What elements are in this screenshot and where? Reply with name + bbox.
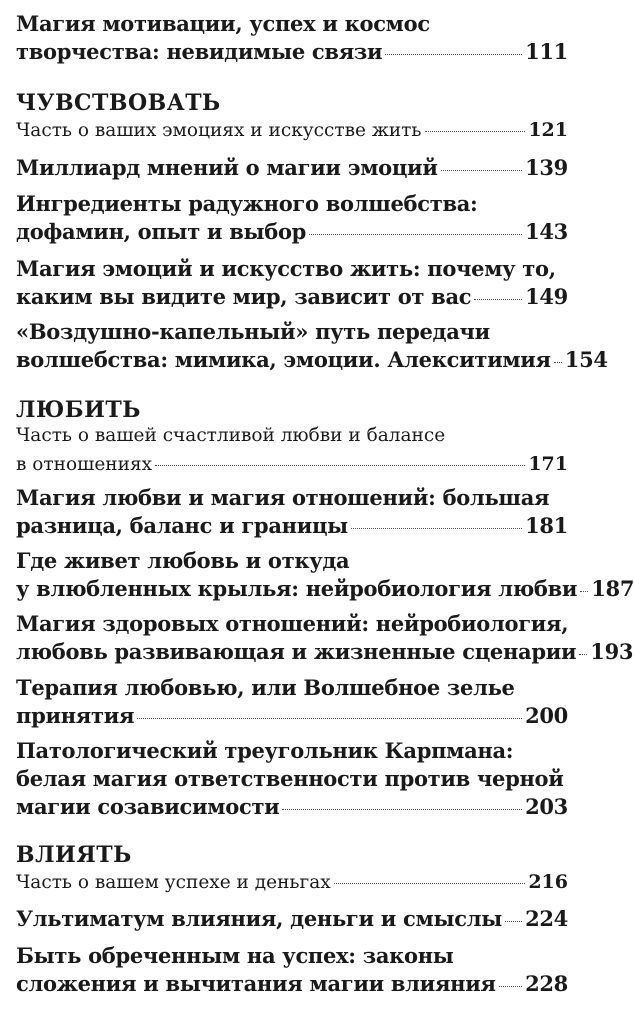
toc-chapter-entry[interactable] xyxy=(16,737,568,821)
page-number: 121 xyxy=(528,119,568,141)
chapter-title-line: Ультиматум влияния, деньги и смыслы xyxy=(16,906,502,931)
chapter-title-line: Магия эмоций и искусство жить: почему то, xyxy=(16,256,556,281)
chapter-title-line: дофамин, опыт и выбор xyxy=(16,219,307,244)
chapter-title-line: Миллиард мнений о магии эмоций xyxy=(16,155,438,180)
page-number: 224 xyxy=(525,906,568,931)
toc-part-entry[interactable] xyxy=(16,422,568,478)
part-description-line: в отношениях xyxy=(16,454,153,475)
toc-chapter-entry[interactable] xyxy=(16,10,568,66)
toc-chapter-entry[interactable] xyxy=(16,255,568,311)
toc-chapter-entry[interactable] xyxy=(16,484,568,540)
dot-leader xyxy=(137,718,522,719)
chapter-title-line: Магия любви и магия отношений: большая xyxy=(16,485,550,510)
toc-part-entry[interactable] xyxy=(16,868,568,896)
chapter-title-line: белая магия ответственности против черной xyxy=(16,766,564,791)
dot-leader xyxy=(474,299,522,300)
dot-leader xyxy=(441,170,522,171)
page-number: 187 xyxy=(591,576,634,601)
chapter-title-line: Магия мотивации, успех и космос xyxy=(16,11,430,36)
dot-leader xyxy=(425,131,526,132)
toc-chapter-entry[interactable] xyxy=(16,905,568,933)
part-description-line: Часть о вашей счастливой любви и балансе xyxy=(16,425,446,446)
toc-chapter-entry[interactable] xyxy=(16,610,634,666)
part-description-line: Часть о вашем успехе и деньгах xyxy=(16,872,331,893)
dot-leader xyxy=(155,465,525,466)
chapter-title-line: магии созависимости xyxy=(16,794,280,819)
chapter-title-line: Терапия любовью, или Волшебное зелье xyxy=(16,675,515,700)
dot-leader xyxy=(580,591,588,592)
chapter-title-line: каким вы видите мир, зависит от вас xyxy=(16,284,472,309)
page-number: 216 xyxy=(528,871,568,893)
chapter-title-line: любовь развивающая и жизненные сценарии xyxy=(16,639,577,664)
page-number: 149 xyxy=(525,284,568,309)
chapter-title-line: волшебства: мимика, эмоции. Алекситимия xyxy=(16,347,551,372)
dot-leader xyxy=(385,54,522,55)
part-description-line: Часть о ваших эмоциях и искусстве жить xyxy=(16,120,422,141)
toc-chapter-entry[interactable] xyxy=(16,674,568,730)
page-number: 171 xyxy=(528,453,568,475)
toc-chapter-entry[interactable] xyxy=(16,190,568,246)
page-number: 181 xyxy=(525,513,568,538)
chapter-title-line: у влюбленных крылья: нейробиология любви xyxy=(16,576,578,601)
page-number: 193 xyxy=(590,639,634,664)
part-title: ЛЮБИТЬ xyxy=(16,397,141,423)
chapter-title-line: Магия здоровых отношений: нейробиология, xyxy=(16,611,569,636)
dot-leader xyxy=(334,883,526,884)
page-number: 228 xyxy=(525,971,568,996)
chapter-title-line: Патологический треугольник Карпмана: xyxy=(16,738,514,763)
chapter-title-line: Где живет любовь и откуда xyxy=(16,548,350,573)
dot-leader xyxy=(309,234,522,235)
dot-leader xyxy=(499,986,522,987)
chapter-title-line: принятия xyxy=(16,703,135,728)
chapter-title-line: «Воздушно-капельный» путь передачи xyxy=(16,319,490,344)
chapter-title-line: сложения и вычитания магии влияния xyxy=(16,971,496,996)
dot-leader xyxy=(579,654,587,655)
page-number: 111 xyxy=(525,39,568,64)
page-number: 143 xyxy=(525,219,568,244)
toc-chapter-entry[interactable] xyxy=(16,547,634,603)
chapter-title-line: Быть обреченным на успех: законы xyxy=(16,943,454,968)
page-number: 203 xyxy=(525,794,568,819)
toc-chapter-entry[interactable] xyxy=(16,154,568,182)
part-title: ЧУВСТВОВАТЬ xyxy=(16,90,221,116)
toc-chapter-entry[interactable] xyxy=(16,942,568,998)
page-number: 139 xyxy=(525,155,568,180)
page-number: 154 xyxy=(564,347,608,372)
toc-chapter-entry[interactable] xyxy=(16,318,608,374)
dot-leader xyxy=(554,362,562,363)
dot-leader xyxy=(505,921,522,922)
dot-leader xyxy=(351,528,522,529)
chapter-title-line: разница, баланс и границы xyxy=(16,513,348,538)
dot-leader xyxy=(282,809,522,810)
chapter-title-line: Ингредиенты радужного волшебства: xyxy=(16,191,478,216)
chapter-title-line: творчества: невидимые связи xyxy=(16,39,383,64)
part-title: ВЛИЯТЬ xyxy=(16,842,132,868)
toc-part-entry[interactable] xyxy=(16,116,568,144)
page-number: 200 xyxy=(525,703,568,728)
